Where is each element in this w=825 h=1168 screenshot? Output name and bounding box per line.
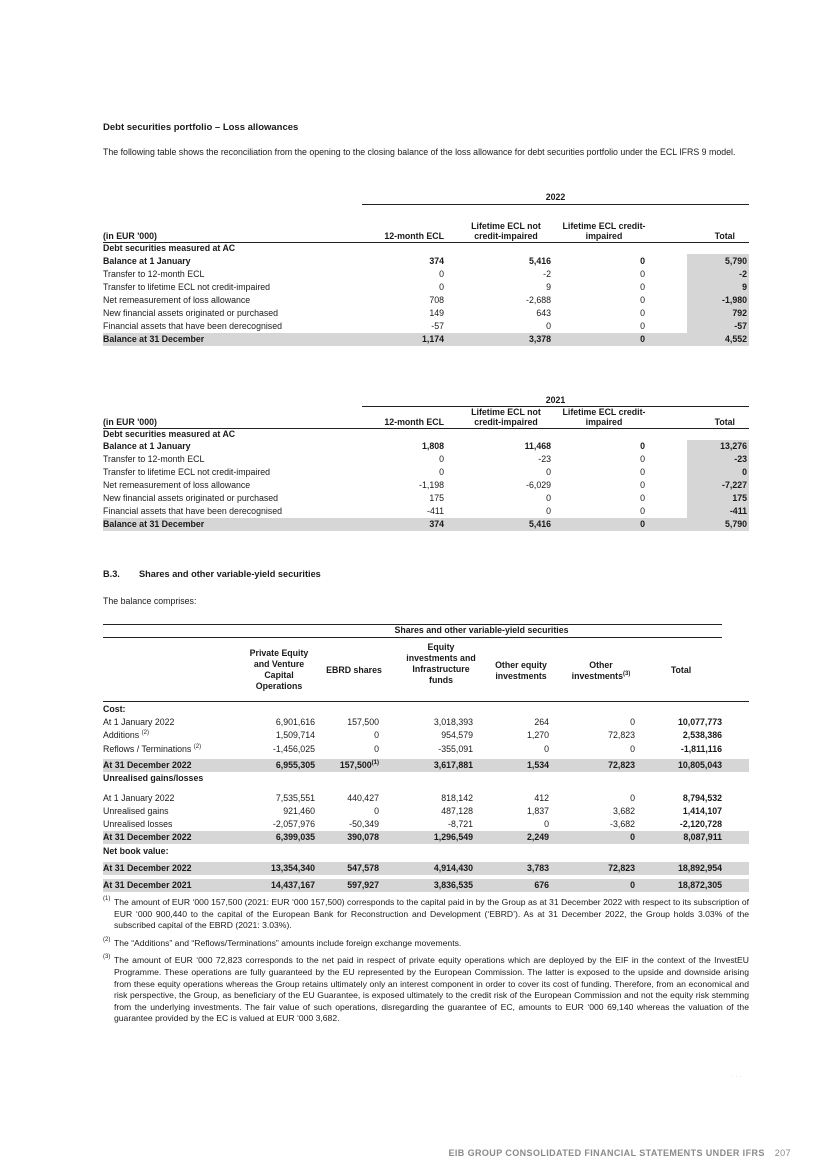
row-value: 3,783 xyxy=(526,863,549,873)
header-total: Total xyxy=(714,231,735,241)
row-value: 11,468 xyxy=(524,441,551,451)
row-label: Balance at 1 January xyxy=(103,441,191,451)
row-value: 0 xyxy=(630,717,635,727)
row-value: -23 xyxy=(538,454,551,464)
row-value: 0 xyxy=(640,454,645,464)
row-value: -57 xyxy=(431,321,444,331)
table-row xyxy=(103,518,749,531)
row-value: -8,721 xyxy=(448,819,473,829)
table-row xyxy=(103,879,749,892)
row-value: 5,416 xyxy=(528,256,551,266)
row-label: Unrealised losses xyxy=(103,819,173,829)
row-value: 0 xyxy=(640,321,645,331)
row-label: At 1 January 2022 xyxy=(103,717,175,727)
row-value: 954,579 xyxy=(441,730,473,740)
row-value: 4,552 xyxy=(724,334,747,344)
row-value: -2 xyxy=(739,269,747,279)
row-value: -1,980 xyxy=(722,295,747,305)
year-rule xyxy=(362,204,749,205)
section-intro: The following table shows the reconciliation from the opening to the closing balance of the loss allowance for debt securities portfolio under the ECL IFRS 9 model. xyxy=(103,147,736,157)
b3-number: B.3. xyxy=(103,569,120,579)
row-value: 10,805,043 xyxy=(677,760,722,770)
row-label: Balance at 31 December xyxy=(103,519,205,529)
row-value: 0 xyxy=(640,334,645,344)
row-value: -355,091 xyxy=(438,744,473,754)
row-value: -57 xyxy=(734,321,747,331)
row-value: 6,955,305 xyxy=(275,760,315,770)
footer-title: EIB GROUP CONSOLIDATED FINANCIAL STATEMENTS UNDER IFRS xyxy=(448,1148,765,1158)
row-value: -2 xyxy=(543,269,551,279)
row-value: 2,249 xyxy=(526,832,549,842)
header-lifetime-not-impaired: Lifetime ECL not credit-impaired xyxy=(471,407,541,427)
table-row xyxy=(103,268,749,281)
row-value: 13,354,340 xyxy=(270,863,315,873)
table-row xyxy=(103,466,749,479)
row-value: 157,500$^{(1)}$ xyxy=(339,760,379,770)
row-value: -3,682 xyxy=(610,819,635,829)
row-value: 4,914,430 xyxy=(433,863,473,873)
row-value: 0 xyxy=(630,832,635,842)
row-value: 5,790 xyxy=(724,256,747,266)
table-row xyxy=(103,453,749,466)
row-value: 0 xyxy=(546,506,551,516)
row-label: At 31 December 2022 xyxy=(103,760,192,770)
row-label: At 31 December 2022 xyxy=(103,832,192,842)
row-value: 1,296,549 xyxy=(433,832,473,842)
row-value: 14,437,167 xyxy=(270,880,315,890)
row-value: 0 xyxy=(546,321,551,331)
header-unit: (in EUR '000) xyxy=(103,231,157,241)
row-label: At 1 January 2022 xyxy=(103,793,175,803)
table-row xyxy=(103,440,749,453)
left-rule xyxy=(103,637,241,638)
header-total: Total xyxy=(670,665,692,675)
header-other-investments xyxy=(561,660,641,682)
row-value: 175 xyxy=(429,493,444,503)
row-value: 0 xyxy=(439,282,444,292)
row-value: 374 xyxy=(429,519,444,529)
page-artifact: · · · xyxy=(732,1074,742,1080)
group-label-row xyxy=(103,428,749,440)
row-label: Unrealised gains/losses xyxy=(103,773,204,783)
row-value: 0 xyxy=(640,519,645,529)
row-value: 6,901,616 xyxy=(275,717,315,727)
row-value: -23 xyxy=(734,454,747,464)
row-value: 5,790 xyxy=(724,519,747,529)
group-label: Debt securities measured at AC xyxy=(103,243,236,253)
row-value: 0 xyxy=(630,880,635,890)
table-row xyxy=(103,805,749,818)
table-row xyxy=(103,320,749,334)
row-label: Financial assets that have been derecognised xyxy=(103,321,282,331)
header-other-equity: Other equity investments xyxy=(495,660,547,681)
row-value: 72,823 xyxy=(608,730,635,740)
row-value: -1,198 xyxy=(419,480,444,490)
row-value: 18,892,954 xyxy=(677,863,722,873)
row-value: 0 xyxy=(640,282,645,292)
table-row xyxy=(103,505,749,519)
footnote-mark: (2) xyxy=(103,936,111,943)
header-12m-ecl: 12-month ECL xyxy=(384,417,444,427)
row-value: 9 xyxy=(546,282,551,292)
header-private-equity: Private Equity and Venture Capital Operations xyxy=(249,648,309,691)
header-lifetime-not-impaired: Lifetime ECL not credit-impaired xyxy=(471,221,541,241)
row-value: 6,399,035 xyxy=(275,832,315,842)
row-value: 2,538,386 xyxy=(682,730,722,740)
table-row xyxy=(103,792,749,805)
row-value: -7,227 xyxy=(722,480,747,490)
footnote-mark: (3) xyxy=(103,954,111,961)
header-bottom-rule xyxy=(103,701,749,702)
table-row xyxy=(103,743,749,756)
row-value: 72,823 xyxy=(608,760,635,770)
row-value: 9 xyxy=(742,282,747,292)
row-value: 0 xyxy=(374,744,379,754)
row-label: Balance at 1 January xyxy=(103,256,191,266)
row-value: -1,456,025 xyxy=(272,744,315,754)
row-value: 0 xyxy=(374,806,379,816)
row-value: 1,509,714 xyxy=(275,730,315,740)
group-label-row xyxy=(103,242,749,255)
section-heading-row xyxy=(103,845,749,858)
row-label: Unrealised gains xyxy=(103,806,169,816)
row-value: 0 xyxy=(640,256,645,266)
row-label: Transfer to lifetime ECL not credit-impaired xyxy=(103,467,271,477)
table-header xyxy=(103,407,749,429)
header-lifetime-impaired: Lifetime ECL credit-impaired xyxy=(562,221,646,241)
row-value: -411 xyxy=(729,506,747,516)
section-heading-row xyxy=(103,703,749,716)
row-value: 3,018,393 xyxy=(433,717,473,727)
header-other-investments-label: Other investments xyxy=(571,660,623,681)
row-value: 0 xyxy=(640,308,645,318)
table-year: 2022 xyxy=(545,192,566,202)
footnotes xyxy=(103,897,749,1025)
footnote-mark: (1) xyxy=(103,896,111,902)
row-value: 0 xyxy=(640,506,645,516)
row-value: 0 xyxy=(640,269,645,279)
table-row xyxy=(103,492,749,505)
row-value: 149 xyxy=(429,308,444,318)
header-total: Total xyxy=(714,417,735,427)
row-value: 157,500 xyxy=(347,717,379,727)
row-value: 0 xyxy=(439,467,444,477)
row-value: 18,872,305 xyxy=(677,880,722,890)
row-value: 3,617,881 xyxy=(433,760,473,770)
row-value: -411 xyxy=(427,506,444,516)
row-label: Net book value: xyxy=(103,846,169,856)
footnote-ref: (2) xyxy=(193,744,202,751)
row-value: -2,688 xyxy=(526,295,551,305)
footnote xyxy=(103,938,749,950)
table-row xyxy=(103,716,749,729)
row-value: 13,276 xyxy=(720,441,747,451)
table-row xyxy=(103,759,749,772)
row-value: 0 xyxy=(640,480,645,490)
section-heading-row xyxy=(103,772,749,785)
row-value: 5,416 xyxy=(528,519,551,529)
table-row xyxy=(103,333,749,346)
header-equity-investments: Equity investments and Infrastructure funds xyxy=(406,642,476,685)
row-value: 0 xyxy=(630,793,635,803)
row-value: 1,174 xyxy=(421,334,444,344)
page-footer xyxy=(449,1148,792,1158)
row-label: New financial assets originated or purchased xyxy=(103,308,279,318)
row-value: 0 xyxy=(640,441,645,451)
row-value: 3,378 xyxy=(528,334,551,344)
table-row xyxy=(103,307,749,320)
row-label: Transfer to 12-month ECL xyxy=(103,454,205,464)
row-value: 0 xyxy=(544,819,549,829)
footnote-text: The amount of EUR ‘000 72,823 corresponds to the net paid in respect of private equity operations which are deployed by the EIF in the context of the InvestEU Programme. These operations are fully guaranteed by the EU represented by the European Commission. The latter is exposed to the upside and downside arising from these equity operations whereas the Group retains ultimately only an interest component in order to cover its cost of funding. Therefore, from an economical and risk perspective, the Group, as beneficiary of the EU Guarantee, is exposed ultimately to the credit risk of the European Commission and not the equity risk stemming from the underlying investments. The fair value of such operations, disregarding the guarantee of EC, amounts to EUR ‘000 69,140 whereas the valuation of the guarantee provided by the EC is valued at EUR ‘000 3,682. xyxy=(114,955,749,1024)
row-value: 1,270 xyxy=(526,730,549,740)
row-label: Net remeasurement of loss allowance xyxy=(103,480,251,490)
row-label: At 31 December 2022 xyxy=(103,863,192,873)
row-value: 487,128 xyxy=(441,806,473,816)
b3-section-title xyxy=(103,569,321,579)
row-value: 7,535,551 xyxy=(275,793,315,803)
row-label: Transfer to 12-month ECL xyxy=(103,269,205,279)
header-unit: (in EUR '000) xyxy=(103,417,157,427)
row-value: 643 xyxy=(536,308,551,318)
row-value: 676 xyxy=(534,880,549,890)
row-value: 374 xyxy=(429,256,444,266)
b3-intro: The balance comprises: xyxy=(103,596,197,606)
row-value: 708 xyxy=(429,295,444,305)
table-row xyxy=(103,479,749,492)
row-value: 3,836,535 xyxy=(433,880,473,890)
group-label: Debt securities measured at AC xyxy=(103,429,236,439)
row-value: 1,808 xyxy=(421,441,444,451)
row-value: 1,534 xyxy=(526,760,549,770)
table-header xyxy=(103,206,749,243)
row-value: 3,682 xyxy=(612,806,635,816)
row-value: -1,811,116 xyxy=(680,744,722,754)
row-value: 921,460 xyxy=(283,806,315,816)
row-label: Balance at 31 December xyxy=(103,334,205,344)
row-value: 547,578 xyxy=(347,863,379,873)
row-label: Cost: xyxy=(103,704,126,714)
row-value: -2,057,976 xyxy=(272,819,315,829)
row-value: 0 xyxy=(439,454,444,464)
row-value: 264 xyxy=(534,717,549,727)
row-value: -50,349 xyxy=(349,819,379,829)
b3-title-text: Shares and other variable-yield securities xyxy=(139,569,321,579)
footnote xyxy=(103,897,749,932)
row-value: 0 xyxy=(374,730,379,740)
row-value: 72,823 xyxy=(608,863,635,873)
row-value: 0 xyxy=(439,269,444,279)
row-value: 0 xyxy=(544,744,549,754)
footnote-text: The “Additions” and “Reflows/Terminations” amounts include foreign exchange movements. xyxy=(114,937,462,948)
row-value: 0 xyxy=(640,295,645,305)
row-value: 8,794,532 xyxy=(682,793,722,803)
row-value: 1,414,107 xyxy=(682,806,722,816)
row-value: 0 xyxy=(742,467,747,477)
table-row xyxy=(103,294,749,307)
row-label: New financial assets originated or purchased xyxy=(103,493,279,503)
row-label: Transfer to lifetime ECL not credit-impaired xyxy=(103,282,271,292)
row-label: Reflows / Terminations $^{(2)}$ xyxy=(103,744,202,754)
row-value: 175 xyxy=(732,493,747,503)
header-ebrd-shares: EBRD shares xyxy=(326,665,382,675)
row-value: 0 xyxy=(640,493,645,503)
row-value: 8,087,911 xyxy=(683,832,722,842)
table-year: 2021 xyxy=(545,395,566,405)
header-lifetime-impaired: Lifetime ECL credit-impaired xyxy=(562,407,646,427)
page-number: 207 xyxy=(774,1148,791,1158)
table-row xyxy=(103,831,749,844)
row-value: 10,077,773 xyxy=(677,717,722,727)
group-rule xyxy=(241,637,722,638)
row-value: 0 xyxy=(546,493,551,503)
footnote-ref: (2) xyxy=(141,730,149,737)
table-row xyxy=(103,818,749,831)
row-value: -6,029 xyxy=(526,480,551,490)
row-label: Additions $^{(2)}$ xyxy=(103,730,149,740)
row-value: 818,142 xyxy=(441,793,473,803)
footnote xyxy=(103,955,749,1025)
row-value: 792 xyxy=(732,308,747,318)
table-row xyxy=(103,255,749,268)
table-row xyxy=(103,729,749,742)
row-value: 597,927 xyxy=(347,880,379,890)
row-label: Net remeasurement of loss allowance xyxy=(103,295,251,305)
row-value: 0 xyxy=(546,467,551,477)
row-value: 390,078 xyxy=(347,832,379,842)
section-title: Debt securities portfolio – Loss allowances xyxy=(103,122,299,133)
table-row xyxy=(103,281,749,294)
row-label: At 31 December 2021 xyxy=(103,880,192,890)
row-value: 0 xyxy=(640,467,645,477)
row-value: -2,120,728 xyxy=(679,819,722,829)
table-row xyxy=(103,862,749,875)
header-12m-ecl: 12-month ECL xyxy=(384,231,444,241)
footnote-ref: (1) xyxy=(371,760,379,767)
row-label: Financial assets that have been derecognised xyxy=(103,506,282,516)
row-value: 1,837 xyxy=(526,806,549,816)
row-value: 412 xyxy=(534,793,549,803)
footnote-ref: (3) xyxy=(623,671,631,678)
row-value: 440,427 xyxy=(347,793,379,803)
group-title: Shares and other variable-yield securities xyxy=(394,625,569,635)
footnote-text: The amount of EUR ‘000 157,500 (2021: EUR ‘000 157,500) corresponds to the capital paid in by the Group as at 31 December 2022 with respect to its subscription of EUR ‘000 900,440 to the capital of the European Bank for Reconstruction and Development (‘EBRD’). As at 31 December 2022, the Group holds 3.03% of the subscribed capital of the EBRD (2021: 3.03%). xyxy=(114,897,749,931)
row-value: 0 xyxy=(630,744,635,754)
